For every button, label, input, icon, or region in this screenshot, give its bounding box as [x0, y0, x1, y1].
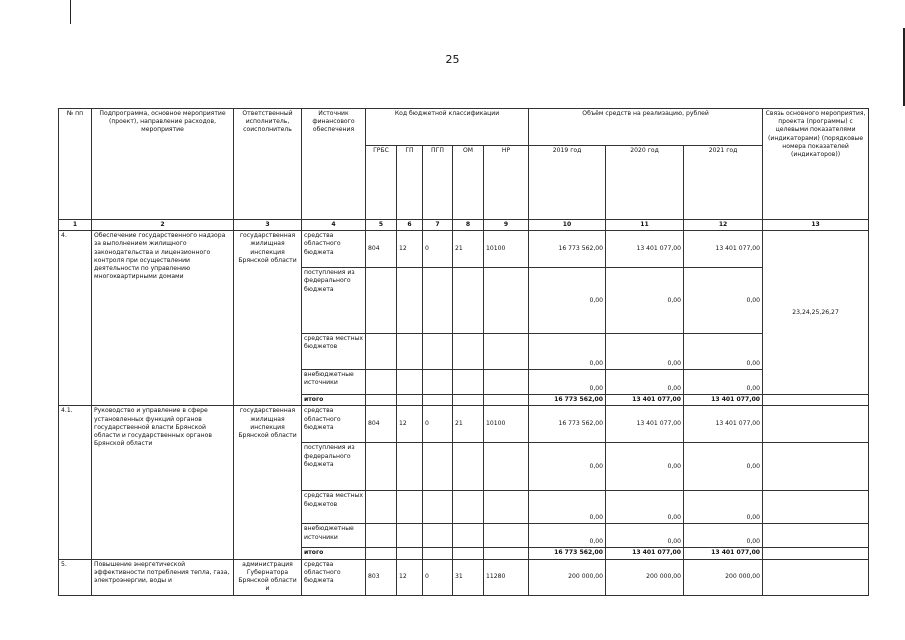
column-number: 5	[366, 220, 397, 231]
amount-2021: 0,00	[684, 370, 763, 395]
source-label: средства местных бюджетов	[302, 334, 366, 370]
header-pgp: ПГП	[423, 146, 453, 220]
amount-2020: 13 401 077,00	[606, 231, 684, 268]
source-label: внебюджетные источники	[302, 370, 366, 395]
gp-cell: 12	[397, 559, 423, 595]
column-number: 11	[606, 220, 684, 231]
header-subprogram: Подпрограмма, основное мероприятие (проект), направление расходов, мероприятие	[92, 109, 234, 220]
amount-2021: 200 000,00	[684, 559, 763, 595]
amount-2020: 0,00	[606, 268, 684, 334]
total-2020: 13 401 077,00	[606, 548, 684, 559]
source-label: поступления из федерального бюджета	[302, 268, 366, 334]
amount-2019: 16 773 562,00	[529, 231, 606, 268]
header-2019: 2019 год	[529, 146, 606, 220]
column-number-row	[59, 220, 869, 231]
scan-edge-mark	[70, 0, 71, 24]
header-nr: НР	[484, 146, 529, 220]
header-link: Связь основного мероприятия, проекта (программы) с целевыми показателями (индикаторами) (порядковые номера показателей (индикаторов))	[763, 109, 869, 220]
item-number: 4.	[59, 231, 92, 406]
column-number: 2	[92, 220, 234, 231]
item-number: 4.1.	[59, 406, 92, 559]
amount-2021: 0,00	[684, 268, 763, 334]
grbs-cell: 804	[366, 406, 397, 443]
nr-cell: 10100	[484, 406, 529, 443]
header-source: Источник финансового обеспечения	[302, 109, 366, 220]
om-cell: 21	[453, 231, 484, 268]
amount-2021: 0,00	[684, 524, 763, 548]
item-title: Обеспечение государственного надзора за выполнением жилищного законодательства и лицензионного контроля при осуществлении деятельности по управлению многоквартирными домами	[92, 231, 234, 406]
source-label: средства местных бюджетов	[302, 491, 366, 524]
amount-2021: 0,00	[684, 334, 763, 370]
amount-2019: 0,00	[529, 443, 606, 491]
amount-2021: 13 401 077,00	[684, 406, 763, 443]
budget-table	[58, 108, 869, 596]
column-number: 10	[529, 220, 606, 231]
item-executor: государственная жилищная инспекция Брянской области	[234, 406, 302, 559]
column-number: 12	[684, 220, 763, 231]
amount-2021: 0,00	[684, 443, 763, 491]
source-label: итого	[302, 395, 366, 406]
amount-2020: 0,00	[606, 370, 684, 395]
amount-2019: 0,00	[529, 268, 606, 334]
amount-2020: 0,00	[606, 334, 684, 370]
item-number: 5.	[59, 559, 92, 595]
header-om: ОМ	[453, 146, 484, 220]
total-2020: 13 401 077,00	[606, 395, 684, 406]
nr-cell: 11280	[484, 559, 529, 595]
amount-2019: 200 000,00	[529, 559, 606, 595]
item-title: Повышение энергетической эффективности потребления тепла, газа, электроэнергии, воды и	[92, 559, 234, 595]
column-number: 9	[484, 220, 529, 231]
grbs-cell: 804	[366, 231, 397, 268]
column-number: 13	[763, 220, 869, 231]
amount-2020: 13 401 077,00	[606, 406, 684, 443]
pgp-cell: 0	[423, 406, 453, 443]
amount-2019: 0,00	[529, 370, 606, 395]
header-row	[59, 109, 869, 146]
column-number: 7	[423, 220, 453, 231]
column-number: 4	[302, 220, 366, 231]
item-executor: администрация Губернатора Брянской области и	[234, 559, 302, 595]
source-label: средства областного бюджета	[302, 231, 366, 268]
om-cell: 21	[453, 406, 484, 443]
total-2019: 16 773 562,00	[529, 548, 606, 559]
column-number: 8	[453, 220, 484, 231]
header-num: № пп	[59, 109, 92, 220]
table-row	[59, 231, 869, 268]
item-executor: государственная жилищная инспекция Брянской области	[234, 231, 302, 406]
header-grbs: ГРБС	[366, 146, 397, 220]
table-row	[59, 559, 869, 595]
table-row	[59, 406, 869, 443]
column-number: 1	[59, 220, 92, 231]
header-budget-code: Код бюджетной классификации	[366, 109, 529, 146]
amount-2019: 0,00	[529, 491, 606, 524]
header-volume: Объём средств на реализацию, рублей	[529, 109, 763, 146]
total-2019: 16 773 562,00	[529, 395, 606, 406]
amount-2020: 0,00	[606, 491, 684, 524]
amount-2021: 13 401 077,00	[684, 231, 763, 268]
pgp-cell: 0	[423, 231, 453, 268]
header-2020: 2020 год	[606, 146, 684, 220]
header-gp: ГП	[397, 146, 423, 220]
pgp-cell: 0	[423, 559, 453, 595]
item-title: Руководство и управление в сфере установленных функций органов государственной власти Брянской области и государственных органов Брянской области	[92, 406, 234, 559]
om-cell: 31	[453, 559, 484, 595]
column-number: 3	[234, 220, 302, 231]
source-label: итого	[302, 548, 366, 559]
gp-cell: 12	[397, 231, 423, 268]
header-2021: 2021 год	[684, 146, 763, 220]
total-2021: 13 401 077,00	[684, 395, 763, 406]
amount-2020: 0,00	[606, 443, 684, 491]
page-number: 25	[445, 53, 460, 66]
gp-cell: 12	[397, 406, 423, 443]
amount-2021: 0,00	[684, 491, 763, 524]
source-label: внебюджетные источники	[302, 524, 366, 548]
source-label: поступления из федерального бюджета	[302, 443, 366, 491]
grbs-cell: 803	[366, 559, 397, 595]
amount-2019: 0,00	[529, 334, 606, 370]
source-label: средства областного бюджета	[302, 559, 366, 595]
source-label: средства областного бюджета	[302, 406, 366, 443]
amount-2019: 16 773 562,00	[529, 406, 606, 443]
nr-cell: 10100	[484, 231, 529, 268]
total-2021: 13 401 077,00	[684, 548, 763, 559]
indicator-numbers: 23,24,25,26,27	[763, 231, 869, 395]
amount-2019: 0,00	[529, 524, 606, 548]
column-number: 6	[397, 220, 423, 231]
amount-2020: 0,00	[606, 524, 684, 548]
header-executor: Ответственный исполнитель, соисполнитель	[234, 109, 302, 220]
amount-2020: 200 000,00	[606, 559, 684, 595]
